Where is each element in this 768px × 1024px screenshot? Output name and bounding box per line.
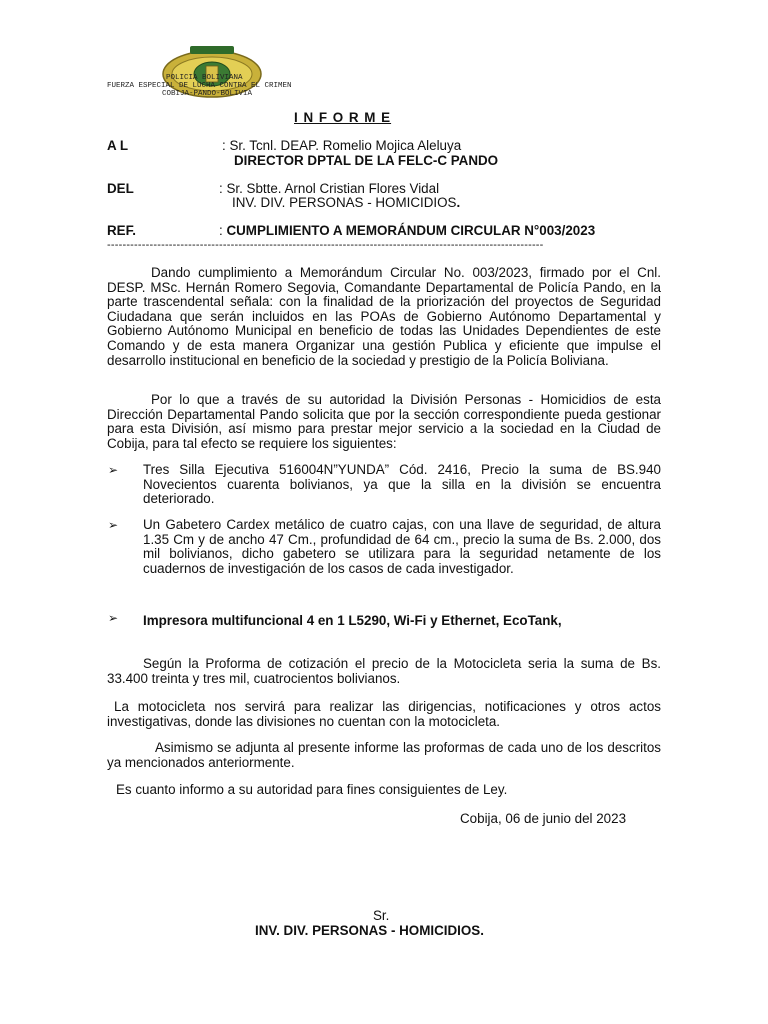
separator-line: ----------------------------------------------------------------------------------------------------------------- (107, 239, 544, 251)
ref-label: REF. (107, 223, 137, 238)
al-recipient-title: DIRECTOR DPTAL DE LA FELC-C PANDO (234, 153, 499, 168)
letterhead-line-1: POLICIA BOLIVIANA (166, 74, 243, 82)
paragraph-closing: Es cuanto informo a su autoridad para fines consiguientes de Ley. (116, 782, 508, 797)
paragraph-quote-price: Según la Proforma de cotización el precio de la Motocicleta seria la suma de Bs. 33.400 treinta y tres mil, cuatrocientos bolivianos. (107, 656, 661, 686)
signature-unit: INV. DIV. PERSONAS - HOMICIDIOS. (255, 923, 484, 938)
al-label: A L (107, 138, 129, 153)
list-item-cabinet: Un Gabetero Cardex metálico de cuatro cajas, con una llave de seguridad, de altura 1.35 Cm y de ancho 47 Cm., profundidad de 64 cm., precio la suma de Bs. 2.000, dos mil bolivianos, dicho gabetero se utilizara para la seguridad netamente de los cuadernos de investigación de los casos de cada investigador. (143, 517, 661, 576)
document-date: Cobija, 06 de junio del 2023 (460, 811, 627, 826)
letterhead-line-2: FUERZA ESPECIAL DE LUCHA CONTRA EL CRIMEN (107, 82, 292, 90)
letterhead-line-3: COBIJA-PANDO-BOLIVIA (162, 90, 253, 98)
document-title: I N F O R M E (294, 110, 392, 125)
paragraph-attachments: Asimismo se adjunta al presente informe las proformas de cada uno de los descritos ya mencionados anteriormente. (107, 740, 661, 770)
ref-subject: : CUMPLIMIENTO A MEMORÁNDUM CIRCULAR N°003/2023 (219, 223, 596, 238)
paragraph-motorcycle-use: La motocicleta nos servirá para realizar las dirigencias, notificaciones y otros actos investigativas, donde las divisiones no cuentan con la motocicleta. (107, 699, 661, 729)
del-sender-name: : Sr. Sbtte. Arnol Cristian Flores Vidal (219, 181, 440, 196)
del-sender-unit: INV. DIV. PERSONAS - HOMICIDIOS. (232, 195, 461, 210)
list-item-printer: Impresora multifuncional 4 en 1 L5290, Wi-Fi y Ethernet, EcoTank, (143, 613, 562, 628)
al-recipient-name: : Sr. Tcnl. DEAP. Romelio Mojica Aleluya (222, 138, 462, 153)
paragraph-request: Por lo que a través de su autoridad la División Personas - Homicidios de esta Dirección Departamental Pando solicita que por la sección correspondiente pueda gestionar para esta División, así mismo para prestar mejor servicio a la sociedad en la Ciudad de Cobija, para tal efecto se requiere los siguientes: (107, 392, 661, 451)
signature-sr: Sr. (373, 908, 390, 923)
del-label: DEL (107, 181, 134, 196)
paragraph-intro: Dando cumplimiento a Memorándum Circular No. 003/2023, firmado por el Cnl. DESP. MSc. Hernán Romero Segovia, Comandante Departamental de Policía Pando, en la parte trascendental señala: con la finalidad de la priorización del proyectos de Seguridad Ciudadana que serán incluidos en las POAs de Gobierno Autónomo Departamental y Gobierno Autónomo Municipal en beneficio de todas las Unidades Dependientes de este Comando y de esta manera Organizar una gestión Publica y eficiente que impulse el desarrollo institucional en beneficio de la sociedad y prestigio de la Policía Boliviana. (107, 265, 661, 368)
bullet-icon: ➢ (108, 463, 119, 477)
bullet-icon: ➢ (108, 518, 119, 532)
bullet-icon: ➢ (108, 611, 119, 625)
list-item-chairs: Tres Silla Ejecutiva 516004N”YUNDA” Cód. 2416, Precio la suma de BS.940 Novecientos cuarenta bolivianos, ya que la silla en la división se encuentra deteriorado. (143, 462, 661, 507)
